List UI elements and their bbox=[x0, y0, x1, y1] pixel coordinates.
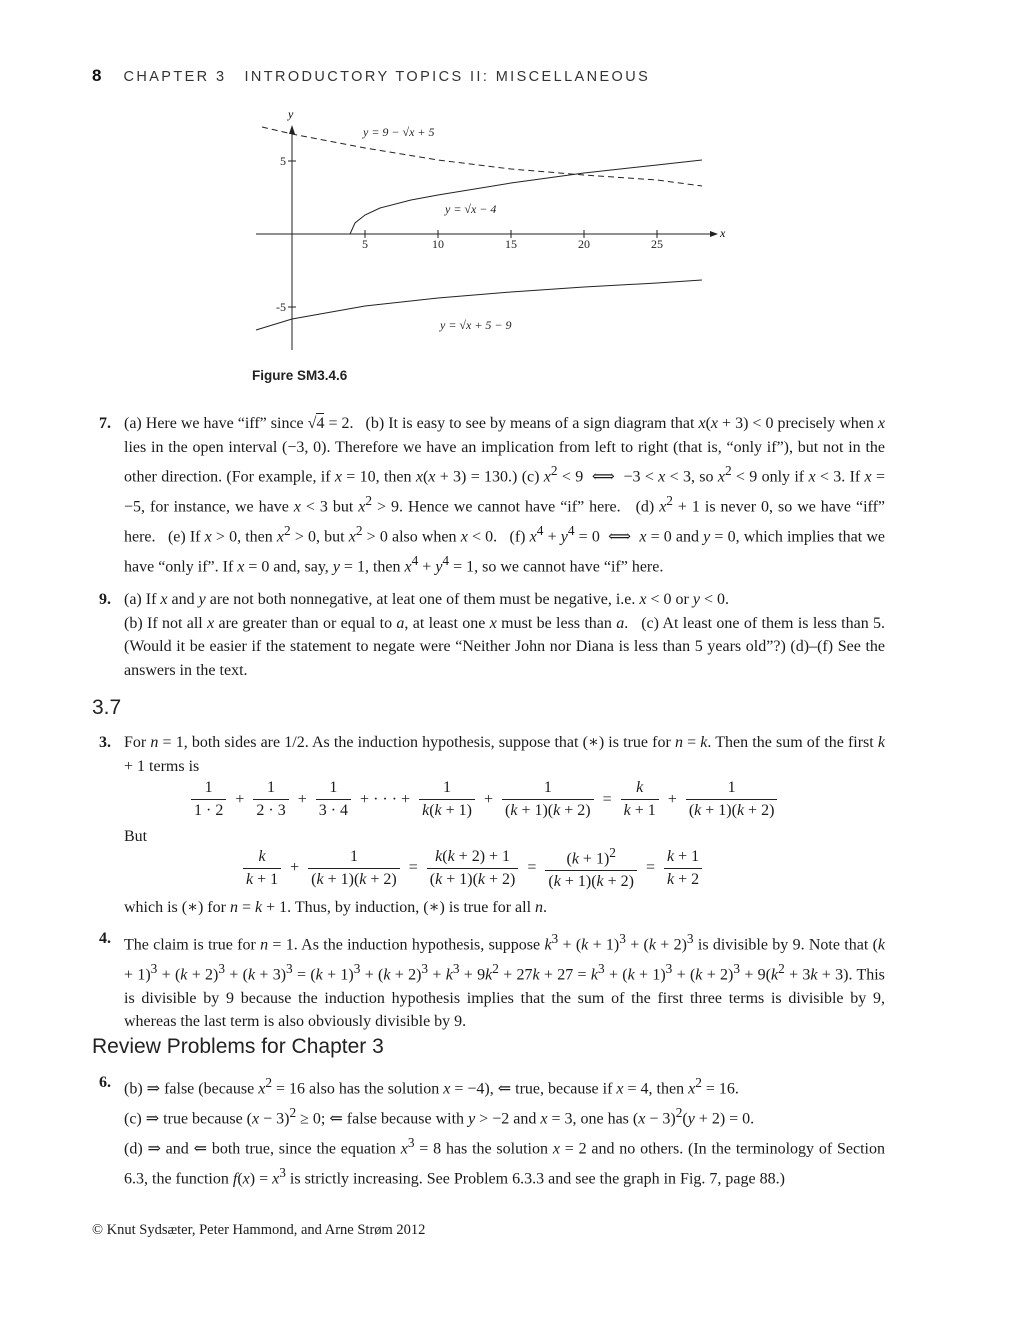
problem-3-conclusion: which is (∗) for n = k + 1. Thus, by induction, (∗) is true for all n. bbox=[124, 899, 548, 916]
problem-number: 4. bbox=[99, 930, 111, 947]
x-tick-label: 10 bbox=[432, 237, 444, 251]
chapter-title: INTRODUCTORY TOPICS II: MISCELLANEOUS bbox=[244, 69, 651, 85]
curve-labels bbox=[362, 125, 512, 332]
equation-sum: $\frac{1}{1 \cdot 2}$ + $\frac{1}{2 \cdot 3}$ + $\frac{1}{3 \cdot 4}$ + · · · + $\frac{1}{k(k + 1)}$ + $\frac{1}{(k + 1)(k + 2)}$ = $\frac{k}{k + 1}$ + $\frac{1}{(k + 1)(k + 2)}$ bbox=[188, 779, 780, 820]
curve-9-minus-sqrt bbox=[262, 127, 702, 186]
but-label: But bbox=[124, 828, 148, 845]
x-tick-label: 15 bbox=[505, 237, 517, 251]
x-tick-label: 5 bbox=[362, 237, 368, 251]
x-tick-label: 20 bbox=[578, 237, 590, 251]
x-tick-label: 25 bbox=[651, 237, 663, 251]
y-tick-label: -5 bbox=[276, 300, 286, 314]
problem-number: 6. bbox=[99, 1074, 111, 1091]
section-heading-3-7: 3.7 bbox=[92, 696, 122, 719]
x-axis-label: x bbox=[720, 226, 726, 240]
figure-sm346 bbox=[250, 104, 750, 359]
problem-9: 9. (a) If x and y are not both nonnegative, at leat one of them must be negative, i.e. x < 0 or y < 0. (b) If not all x are greater than or equal to a, at least one x must be less than a. (c) At least one of them is less than 5. (Would it be easier if the statement to negate were “Neither John nor Diana is less than 5 years old”?) (d)–(f) See the answers in the text. bbox=[124, 588, 885, 682]
problem-number: 9. bbox=[99, 591, 111, 608]
problem-number: 3. bbox=[99, 734, 111, 751]
curve-label: y = 9 − √x + 5 bbox=[363, 125, 435, 139]
copyright-footer: © Knut Sydsæter, Peter Hammond, and Arne Strøm 2012 bbox=[92, 1222, 426, 1238]
running-head bbox=[92, 66, 650, 86]
review-problem-6: 6. (b) ⇒ false (because $x^2 = 16$ also has the solution x = −4), ⇐ true, because if x = 4, then $x^2 = 16$. (c) ⇒ true because $(x - 3)^2 \ge 0$; ⇐ false because with y > −2 and x = 3, one has $(x - 3)^2(y + 2) = 0$. (d) ⇒ and ⇐ both true, since the equation $x^3 = 8$ has the solution x = 2 and no others. (In the terminology of Section 6.3, the function $f(x) = x^3$ is strictly increasing. See Problem 6.3.3 and see the graph in Fig. 7, page 88.) bbox=[124, 1071, 885, 1191]
problem-4: 4. The claim is true for n = 1. As the induction hypothesis, suppose $k^3 + (k + 1)^3 + (k + 2)^3$ is divisible by 9. Note that $(k + 1)^3 + (k + 2)^3 + (k + 3)^3 = (k + 1)^3 + (k + 2)^3 + k^3 + 9k^2 + 27k + 27 = k^3 + (k + 1)^3 + (k + 2)^3 + 9(k^2 + 3k + 3)$. This is divisible by 9 because the induction hypothesis implies that the sum of the first three terms is divisible by 9, whereas the last term is also obviously divisible by 9. bbox=[124, 927, 885, 1034]
problem-7: 7. (a) Here we have “iff” since √4 = 2. (b) It is easy to see by means of a sign diagram that x(x + 3) < 0 precisely when x lies in the open interval (−3, 0). Therefore we have an implication from left to right (that is, “only if”), but not in the other direction. (For example, if x = 10, then x(x + 3) = 130.) (c) $x^2 < 9$ ⟺ −3 < x < 3, so $x^2 < 9$ only if x < 3. If x = −5, for instance, we have x < 3 but $x^2 > 9$. Hence we cannot have “if” here. (d) $x^2 + 1$ is never 0, so we have “iff” here. (e) If x > 0, then $x^2 > 0$, but $x^2 > 0$ also when x < 0. (f) $x^4 + y^4 = 0$ ⟺ x = 0 and y = 0, which implies that we have “only if”. If x = 0 and, say, y = 1, then $x^4 + y^4 = 1$, so we cannot have “if” here. bbox=[124, 412, 885, 579]
curve-label: y = √x − 4 bbox=[445, 202, 497, 216]
y-tick-label: 5 bbox=[280, 154, 286, 168]
curve-label: y = √x + 5 − 9 bbox=[440, 318, 512, 332]
x-axis-arrow bbox=[710, 231, 718, 237]
chapter-label: CHAPTER 3 bbox=[123, 69, 227, 85]
y-axis-arrow bbox=[289, 125, 295, 134]
problem-number: 7. bbox=[99, 415, 111, 432]
y-axis-label: y bbox=[288, 107, 294, 121]
x-tick-labels bbox=[362, 237, 663, 251]
figure-caption: Figure SM3.4.6 bbox=[252, 368, 348, 383]
page-number: 8 bbox=[92, 66, 102, 85]
section-heading-review: Review Problems for Chapter 3 bbox=[92, 1035, 384, 1058]
problem-3: 3. For n = 1, both sides are 1/2. As the induction hypothesis, suppose that (∗) is true for n = k. Then the sum of the first k + 1 terms is bbox=[124, 731, 885, 778]
curve-sqrt-x-minus-4 bbox=[350, 160, 702, 234]
equation-simplify: $\frac{k}{k + 1}$ + $\frac{1}{(k + 1)(k + 2)}$ = $\frac{k(k + 2) + 1}{(k + 1)(k + 2)}$ = $\frac{(k + 1)^2}{(k + 1)(k + 2)}$ = $\frac{k + 1}{k + 2}$ bbox=[240, 845, 705, 891]
